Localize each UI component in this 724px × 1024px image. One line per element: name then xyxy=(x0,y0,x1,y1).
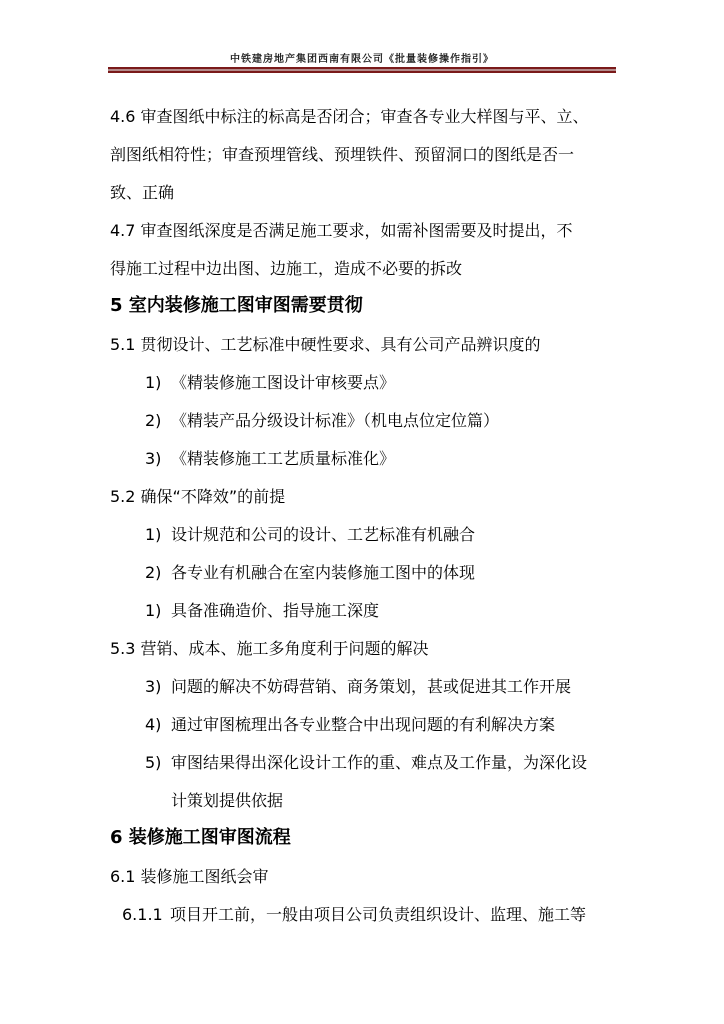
paragraph-4-7-line-1: 4.7 审查图纸深度是否满足施工要求，如需补图需要及时提出，不 xyxy=(110,221,573,240)
paragraph-4-6-line-2: 剖图纸相符性；审查预埋管线、预埋铁件、预留洞口的图纸是否一 xyxy=(110,145,575,164)
list-item: 3) 问题的解决不妨碍营销、商务策划，甚或促进其工作开展 xyxy=(145,677,572,696)
paragraph-4-6-line-1: 4.6 审查图纸中标注的标高是否闭合；审查各专业大样图与平、立、 xyxy=(110,107,589,126)
section-5-heading: 5 室内装修施工图审图需要贯彻 xyxy=(110,295,363,316)
list-item: 1) 《精装修施工图设计审核要点》 xyxy=(145,373,396,392)
list-item: 1) 设计规范和公司的设计、工艺标准有机融合 xyxy=(145,525,476,544)
section-6-heading: 6 装修施工图审图流程 xyxy=(110,827,291,848)
paragraph-5-2: 5.2 确保“不降效”的前提 xyxy=(110,487,286,506)
paragraph-5-1: 5.1 贯彻设计、工艺标准中硬性要求、具有公司产品辨识度的 xyxy=(110,335,541,354)
list-item-continuation: 计策划提供依据 xyxy=(171,791,284,810)
paragraph-6-1: 6.1 装修施工图纸会审 xyxy=(110,867,269,886)
list-item: 5) 审图结果得出深化设计工作的重、难点及工作量，为深化设 xyxy=(145,753,588,772)
list-item: 3) 《精装修施工工艺质量标准化》 xyxy=(145,449,396,468)
header-title: 中铁建房地产集团西南有限公司《批量装修操作指引》 xyxy=(230,54,494,65)
list-item: 4) 通过审图梳理出各专业整合中出现问题的有利解决方案 xyxy=(145,715,556,734)
header-rule xyxy=(108,67,616,73)
list-item: 2) 《精装产品分级设计标准》（机电点位定位篇） xyxy=(145,411,500,430)
paragraph-6-1-1: 6.1.1 项目开工前，一般由项目公司负责组织设计、监理、施工等 xyxy=(122,905,587,924)
paragraph-4-7-line-2: 得施工过程中边出图、边施工，造成不必要的拆改 xyxy=(110,259,463,278)
list-item: 2) 各专业有机融合在室内装修施工图中的体现 xyxy=(145,563,476,582)
paragraph-4-6-line-3: 致、正确 xyxy=(110,183,175,202)
list-item: 1) 具备准确造价、指导施工深度 xyxy=(145,601,380,620)
paragraph-5-3: 5.3 营销、成本、施工多角度利于问题的解决 xyxy=(110,639,429,658)
